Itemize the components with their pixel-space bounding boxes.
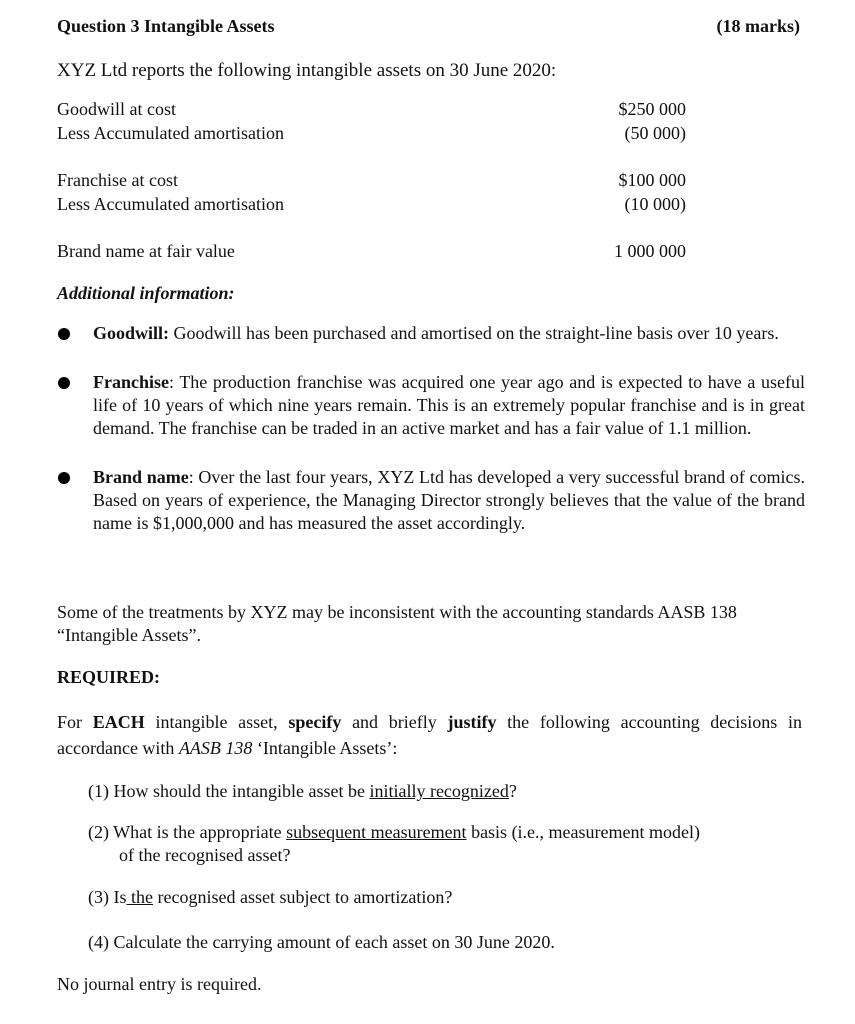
question-item-3 (88, 886, 808, 909)
instruction-text: the following accounting decisions in accordance with (57, 712, 802, 758)
question-text: basis (i.e., measurement model) (466, 822, 700, 842)
marks-label: (18 marks) (716, 16, 800, 36)
instruction-emphasis: specify (288, 712, 342, 732)
goodwill-amortisation-label: Less Accumulated amortisation (57, 123, 284, 143)
instruction-text: For (57, 712, 93, 732)
question-item-4: (4) Calculate the carrying amount of each asset on 30 June 2020. (88, 932, 555, 952)
brand-value: 1 000 000 (614, 241, 686, 261)
bullet-text: : The production franchise was acquired one year ago and is expected to have a useful life of 10 years of which nine years remain. This is an extremely popular franchise and is in great demand. The franchise can be traded in an active market and has a fair value of 1.1 million. (93, 372, 805, 438)
question-text: (1) How should the intangible asset be (88, 781, 370, 801)
additional-info-heading: Additional information: (57, 283, 235, 303)
question-text: (2) What is the appropriate (88, 822, 287, 842)
franchise-amortisation-label: Less Accumulated amortisation (57, 194, 284, 214)
bullet-icon (58, 328, 70, 340)
instruction-emphasis: justify (447, 712, 497, 732)
question-underlined: initially recognized (369, 781, 509, 801)
required-heading: REQUIRED: (57, 667, 161, 687)
question-underlined: the (126, 887, 153, 907)
intro-text: XYZ Ltd reports the following intangible assets on 30 June 2020: (57, 60, 557, 81)
goodwill-amortisation-value: (50 000) (624, 123, 686, 143)
instruction-paragraph (57, 709, 802, 761)
bullet-brand-name (93, 466, 805, 535)
franchise-label: Franchise at cost (57, 170, 178, 190)
question-title: Question 3 Intangible Assets (57, 16, 275, 36)
bullet-goodwill (93, 322, 805, 345)
instruction-emphasis: EACH (92, 712, 145, 732)
bullet-icon (58, 377, 70, 389)
goodwill-label: Goodwill at cost (57, 99, 176, 119)
footer-note: No journal entry is required. (57, 974, 262, 994)
franchise-amortisation-value: (10 000) (624, 194, 686, 214)
bullet-term: Goodwill: (93, 323, 170, 343)
franchise-value: $100 000 (618, 170, 686, 190)
instruction-text: and briefly (341, 712, 448, 732)
instruction-standard: AASB 138 (178, 738, 253, 758)
question-text: of the recognised asset? (119, 845, 291, 865)
question-text: ? (508, 781, 517, 801)
bullet-icon (58, 472, 70, 484)
bullet-term: Franchise (93, 372, 169, 392)
brand-label: Brand name at fair value (57, 241, 235, 261)
standards-paragraph: Some of the treatments by XYZ may be inconsistent with the accounting standards AASB 138 “Intangible Assets”. (57, 602, 737, 645)
goodwill-value: $250 000 (618, 99, 686, 119)
question-item-2 (88, 821, 808, 867)
question-text: recognised asset subject to amortization? (153, 887, 453, 907)
question-underlined: subsequent measurement (286, 822, 467, 842)
bullet-franchise (93, 371, 805, 440)
question-text: (3) Is (88, 887, 127, 907)
bullet-text: : Over the last four years, XYZ Ltd has developed a very successful brand of comics. Based on years of experience, the Managing Director strongly believes that the value of the brand name is $1,000,000 and has measured the asset accordingly. (93, 467, 805, 533)
instruction-text: intangible asset, (144, 712, 289, 732)
question-item-1 (88, 780, 808, 803)
instruction-text: ‘Intangible Assets’: (252, 738, 398, 758)
bullet-text: Goodwill has been purchased and amortised on the straight-line basis over 10 years. (169, 323, 779, 343)
bullet-term: Brand name (93, 467, 189, 487)
